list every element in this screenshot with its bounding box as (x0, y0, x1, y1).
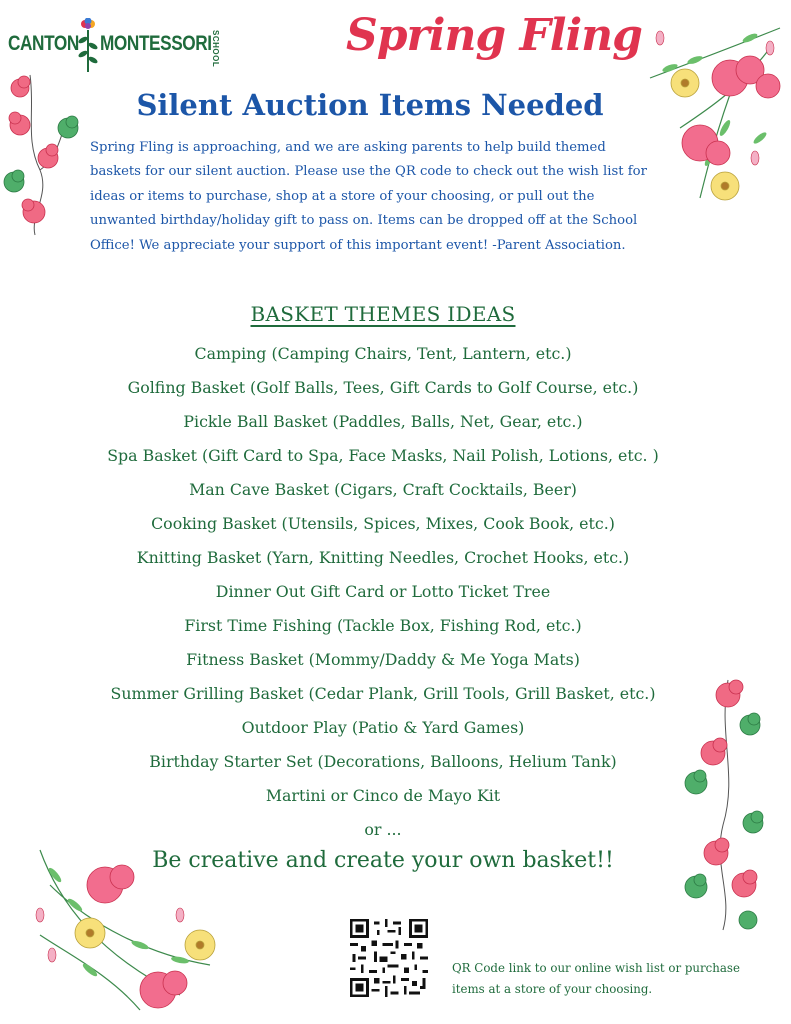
theme-item: Martini or Cinco de Mayo Kit (265, 786, 501, 805)
qr-code-icon[interactable] (350, 919, 428, 997)
theme-item: Pickle Ball Basket (Paddles, Balls, Net, Gear, etc.) (183, 412, 583, 431)
themes-list (0, 340, 766, 850)
spring-fling-title: Spring Fling (346, 10, 642, 61)
school-logo (8, 10, 223, 72)
logo-word-canton: CANTON (8, 32, 79, 55)
theme-item: Cooking Basket (Utensils, Spices, Mixes, Cook Book, etc.) (151, 514, 615, 533)
flower-bouquet-bottom-left-icon (30, 845, 230, 1020)
theme-item: Knitting Basket (Yarn, Knitting Needles, Crochet Hooks, etc.) (136, 548, 630, 567)
theme-item: Camping (Camping Chairs, Tent, Lantern, etc.) (194, 344, 572, 363)
theme-item: First Time Fishing (Tackle Box, Fishing Rod, etc.) (184, 616, 582, 635)
intro-paragraph: Spring Fling is approaching, and we are asking parents to help build themed baskets for our silent auction. Please use the QR code to check out the wish list for ideas or items to purchase, shop at a store of your choosing, or pull out the unwanted birthday/holiday gift to pass on. Items can be dropped off at the School Office! We appreciate your support of this important event! -Parent Association. (90, 140, 647, 253)
call-to-action: Be creative and create your own basket!! (152, 848, 614, 873)
theme-item: Golfing Basket (Golf Balls, Tees, Gift Cards to Golf Course, etc.) (127, 378, 639, 397)
logo-flower-icon (78, 18, 98, 72)
theme-item: Fitness Basket (Mommy/Daddy & Me Yoga Mats) (186, 650, 580, 669)
flower-bouquet-top-right-icon (640, 8, 790, 208)
theme-item: Birthday Starter Set (Decorations, Balloons, Helium Tank) (149, 752, 617, 771)
theme-item: Dinner Out Gift Card or Lotto Ticket Tree (215, 582, 551, 601)
theme-item: Summer Grilling Basket (Cedar Plank, Grill Tools, Grill Basket, etc.) (110, 684, 656, 703)
logo-word-montessori: MONTESSORI (100, 32, 212, 55)
themes-heading: BASKET THEMES IDEAS (250, 302, 516, 326)
theme-item: Outdoor Play (Patio & Yard Games) (241, 718, 525, 737)
flower-vine-right-icon (678, 675, 788, 935)
theme-item-or: or ... (364, 820, 402, 839)
theme-item: Man Cave Basket (Cigars, Craft Cocktails, Beer) (189, 480, 577, 499)
qr-caption: QR Code link to our online wish list or purchase items at a store of your choosing. (452, 961, 740, 996)
logo-school-label: SCHOOL (211, 30, 220, 68)
flower-vine-top-left-icon (0, 70, 90, 240)
page-title: Silent Auction Items Needed (136, 88, 604, 122)
theme-item: Spa Basket (Gift Card to Spa, Face Masks, Nail Polish, Lotions, etc. ) (107, 446, 659, 465)
